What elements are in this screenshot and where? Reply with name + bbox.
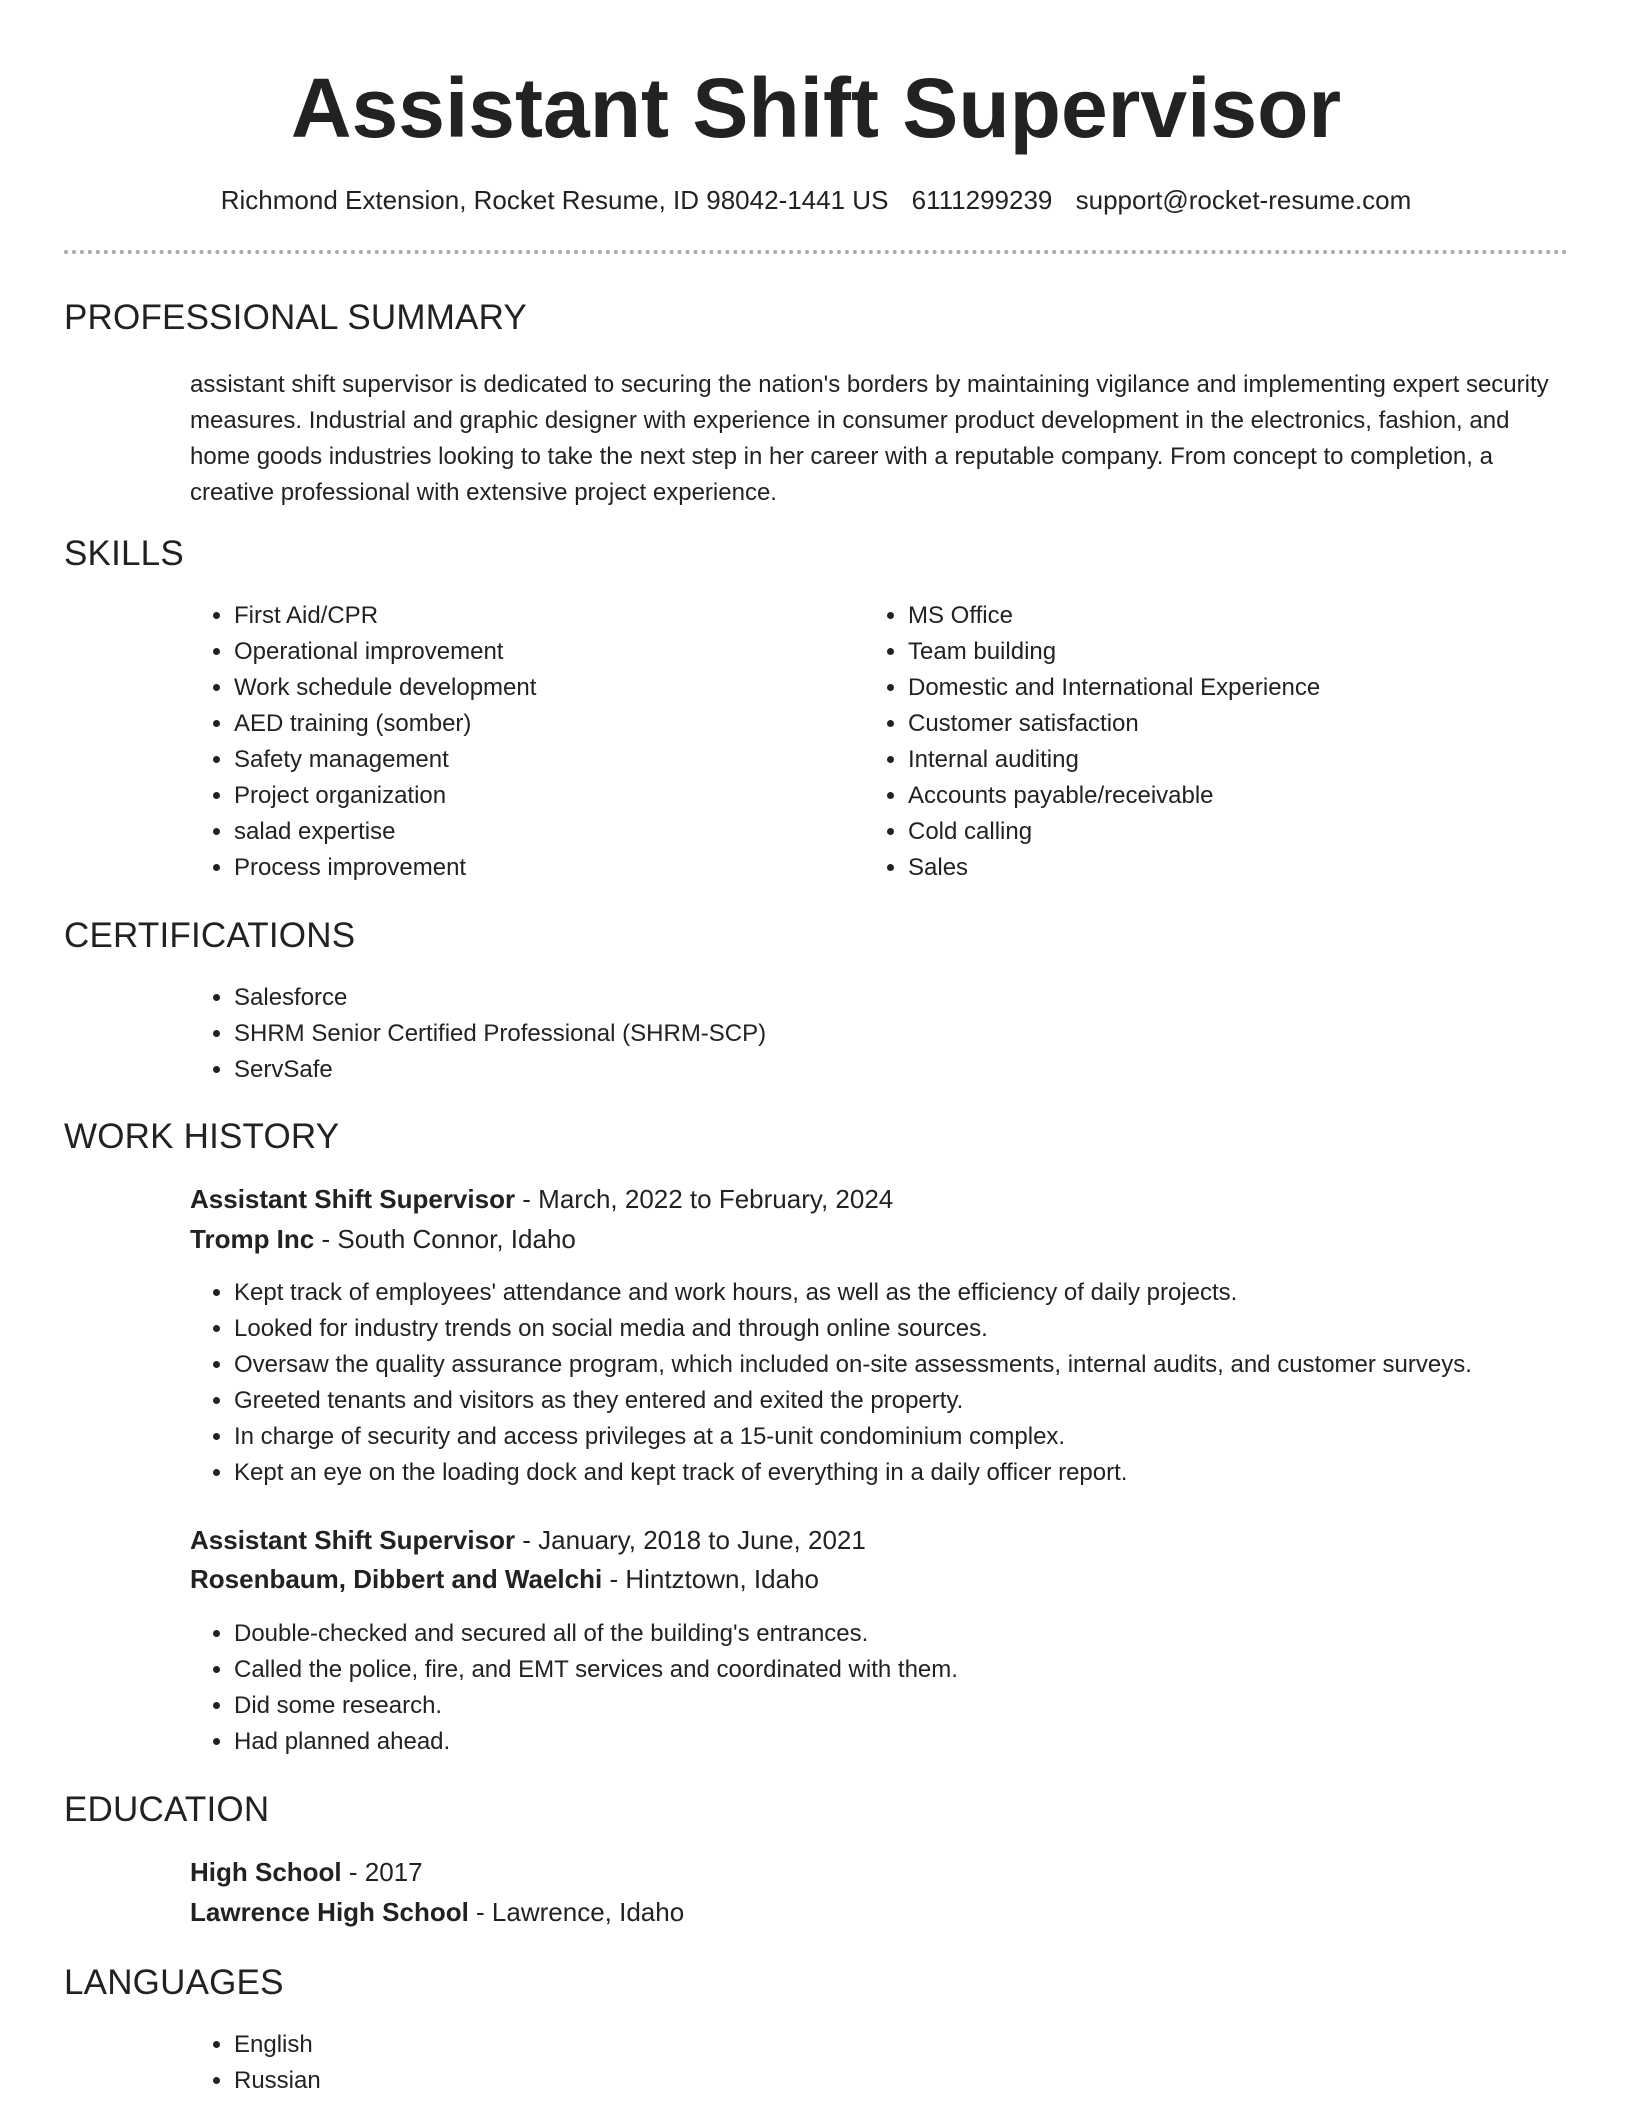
education-year: - 2017 <box>341 1857 423 1887</box>
skill-item: • Internal auditing <box>908 742 1548 778</box>
contact-line <box>0 182 1632 218</box>
skill-item: • AED training (somber) <box>234 706 834 742</box>
job-dates: - January, 2018 to June, 2021 <box>515 1525 866 1555</box>
job-bullet: • Oversaw the quality assurance program, which included on-site assessments, internal audits, and customer surveys. <box>234 1347 1632 1383</box>
section-title-skills: SKILLS <box>64 534 184 573</box>
job-company-line <box>190 1560 819 1598</box>
skill-item: • Sales <box>908 850 1548 886</box>
language-item: • English <box>234 2027 834 2063</box>
job-company: Tromp Inc <box>190 1224 315 1254</box>
certification-item: • Salesforce <box>234 980 1534 1016</box>
contact-address: Richmond Extension, Rocket Resume, ID 98042-1441 US <box>220 185 889 215</box>
skill-item: • MS Office <box>908 598 1548 634</box>
contact-email: support@rocket-resume.com <box>1075 185 1412 215</box>
job-bullets <box>190 1616 1632 1760</box>
skill-item: • Team building <box>908 634 1548 670</box>
section-title-work: WORK HISTORY <box>64 1117 340 1156</box>
skills-list-left <box>190 598 834 886</box>
section-title-certifications: CERTIFICATIONS <box>64 916 356 955</box>
contact-phone: 6111299239 <box>911 185 1053 215</box>
languages-list <box>190 2027 834 2099</box>
job-dates: - March, 2022 to February, 2024 <box>515 1184 894 1214</box>
header-divider <box>64 250 1568 254</box>
certifications-list <box>190 980 1534 1088</box>
skill-item: • Domestic and International Experience <box>908 670 1548 706</box>
summary-text: assistant shift supervisor is dedicated to securing the nation's borders by maintaining vigilance and implementing expert security measures. Industrial and graphic designer with experience in consumer product development in the electronics, fashion, and home goods industries looking to take the next step in her career with a reputable company. From concept to completion, a creative professional with extensive project experience. <box>190 371 1549 506</box>
skill-item: • Work schedule development <box>234 670 834 706</box>
job-bullet: • Did some research. <box>234 1688 1632 1724</box>
job-title: Assistant Shift Supervisor <box>190 1184 516 1214</box>
job-title-line <box>190 1521 866 1559</box>
education-degree-line <box>190 1853 423 1891</box>
education-school: Lawrence High School <box>190 1897 469 1927</box>
skill-item: • Operational improvement <box>234 634 834 670</box>
job-company-line <box>190 1220 576 1258</box>
certification-item: • SHRM Senior Certified Professional (SHRM-SCP) <box>234 1016 1534 1052</box>
skill-item: • Accounts payable/receivable <box>908 778 1548 814</box>
job-bullet: • Double-checked and secured all of the building's entrances. <box>234 1616 1632 1652</box>
education-location: - Lawrence, Idaho <box>468 1897 685 1927</box>
skill-item: • Cold calling <box>908 814 1548 850</box>
job-bullet: • In charge of security and access privileges at a 15-unit condominium complex. <box>234 1419 1632 1455</box>
skill-item: • First Aid/CPR <box>234 598 834 634</box>
job-bullet: • Greeted tenants and visitors as they entered and exited the property. <box>234 1383 1632 1419</box>
job-bullet: • Looked for industry trends on social media and through online sources. <box>234 1311 1632 1347</box>
skill-item: • Customer satisfaction <box>908 706 1548 742</box>
job-bullet: • Had planned ahead. <box>234 1724 1632 1760</box>
job-location: - South Connor, Idaho <box>314 1224 576 1254</box>
job-bullets <box>190 1275 1632 1491</box>
language-item: • Russian <box>234 2063 834 2099</box>
section-title-summary: PROFESSIONAL SUMMARY <box>64 298 527 337</box>
skill-item: • Project organization <box>234 778 834 814</box>
skills-list-right <box>864 598 1548 886</box>
education-school-line <box>190 1893 684 1931</box>
job-location: - Hintztown, Idaho <box>602 1564 819 1594</box>
certification-item: • ServSafe <box>234 1052 1534 1088</box>
section-title-languages: LANGUAGES <box>64 1963 284 2002</box>
skill-item: • Safety management <box>234 742 834 778</box>
job-bullet: • Called the police, fire, and EMT services and coordinated with them. <box>234 1652 1632 1688</box>
resume-name: Assistant Shift Supervisor <box>290 61 1342 155</box>
job-bullet: • Kept an eye on the loading dock and kept track of everything in a daily officer report. <box>234 1455 1632 1491</box>
skill-item: • Process improvement <box>234 850 834 886</box>
job-bullet: • Kept track of employees' attendance and work hours, as well as the efficiency of daily projects. <box>234 1275 1632 1311</box>
job-title-line <box>190 1180 893 1218</box>
section-title-education: EDUCATION <box>64 1790 270 1829</box>
education-degree: High School <box>190 1857 342 1887</box>
job-title: Assistant Shift Supervisor <box>190 1525 516 1555</box>
job-company: Rosenbaum, Dibbert and Waelchi <box>190 1564 603 1594</box>
skill-item: • salad expertise <box>234 814 834 850</box>
